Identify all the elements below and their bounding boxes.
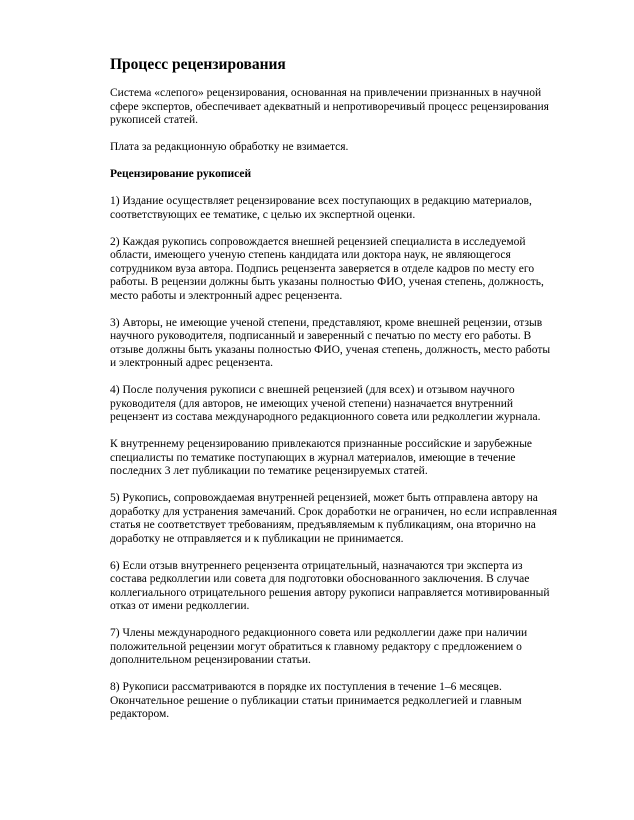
item-paragraph-7: 7) Члены международного редакционного совета или редколлегии даже при наличии положительной рецензии могут обратиться к главному редактору с предложением о дополнительном рецензировании статьи. [110,627,528,666]
internal-review-paragraph: К внутреннему рецензированию привлекаются признанные российские и зарубежные специалисты по тематике поступающих в журнал материалов, имеющие в течение последних 3 лет публикации по тематике рецензируемых статей. [110,438,533,477]
fee-note-paragraph: Плата за редакционную обработку не взимается. [110,141,349,153]
item-paragraph-4: 4) После получения рукописи с внешней рецензией (для всех) и отзывом научного руководителя (для авторов, не имеющих ученой степени) назначается внутренний рецензент из состава международного редакционного совета или редколлегии журнала. [110,384,541,423]
section-heading: Рецензирование рукописей [110,168,252,180]
page-title: Процесс рецензирования [110,56,286,73]
intro-paragraph: Система «слепого» рецензирования, основанная на привлечении признанных в научной сфере экспертов, обеспечивает адекватный и непротиворечивый процесс рецензирования рукописей статей. [110,87,549,126]
item-paragraph-1: 1) Издание осуществляет рецензирование всех поступающих в редакцию материалов, соответствующих ее тематике, с целью их экспертной оценки. [110,195,532,221]
document-page [110,56,565,735]
item-paragraph-6: 6) Если отзыв внутреннего рецензента отрицательный, назначаются три эксперта из состава редколлегии или совета для подготовки обоснованного заключения. В случае коллегиального отрицательного решения автору рукописи направляется мотивированный отказ от имени редколлегии. [110,559,550,612]
item-paragraph-2: 2) Каждая рукопись сопровождается внешней рецензией специалиста в исследуемой области, имеющего ученую степень кандидата или доктора наук, не являющегося сотрудником вуза автора. Подпись рецензента заверяется в отделе кадров по месту его работы. В рецензии должны быть указаны полностью ФИО, ученая степень, должность, место работы и электронный адрес рецензента. [110,235,544,302]
item-paragraph-8: 8) Рукописи рассматриваются в порядке их поступления в течение 1–6 месяцев. Окончательное решение о публикации статьи принимается редколлегией и главным редактором. [110,681,522,720]
item-paragraph-3: 3) Авторы, не имеющие ученой степени, представляют, кроме внешней рецензии, отзыв научного руководителя, подписанный и заверенный с печатью по месту его работы. В отзыве должны быть указаны полностью ФИО, ученая степень, должность, место работы и электронный адрес рецензента. [110,316,551,369]
item-paragraph-5: 5) Рукопись, сопровождаемая внутренней рецензией, может быть отправлена автору на доработку для устранения замечаний. Срок доработки не ограничен, но если исправленная статья не соответствует требованиям, предъявляемым к публикациям, она вторично на доработку не отправляется и к публикации не принимается. [110,492,558,545]
